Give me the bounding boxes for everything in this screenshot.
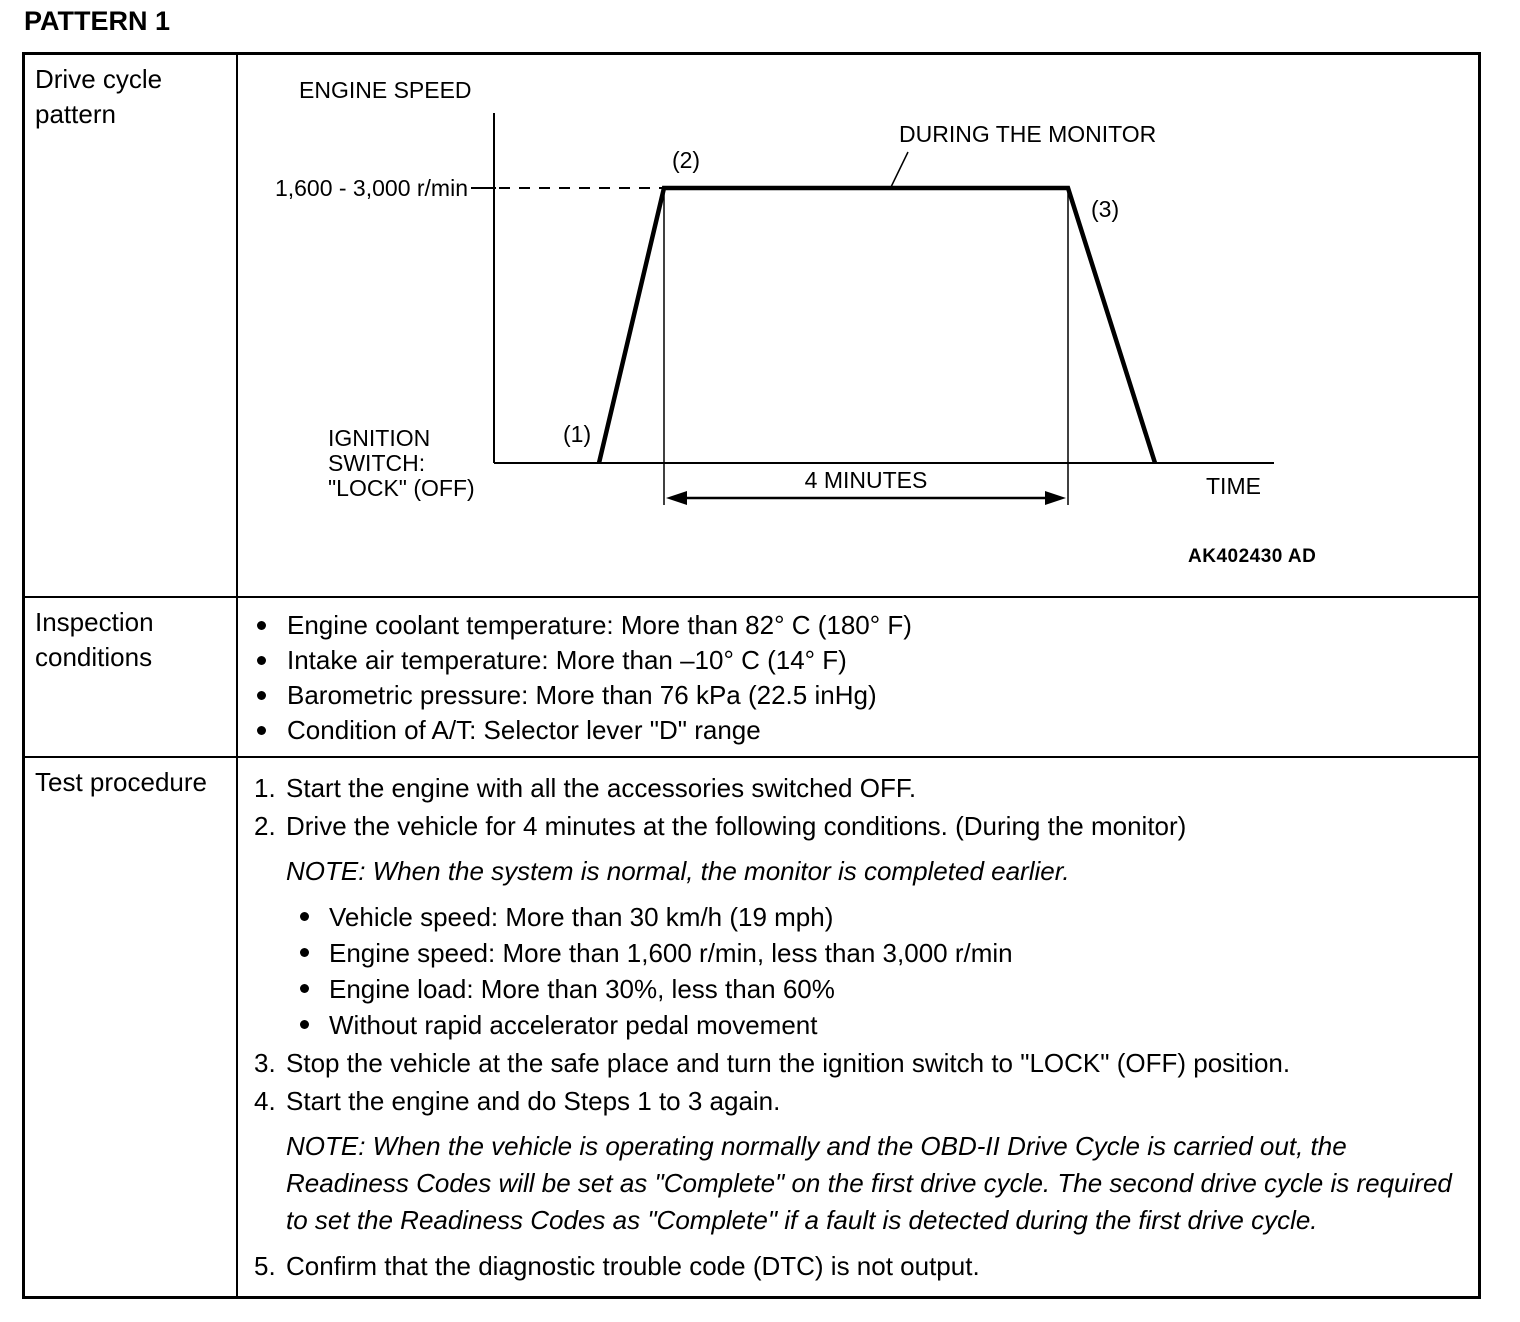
row-label-drive-cycle: Drive cycle pattern (25, 55, 238, 596)
drive-cycle-cell (238, 55, 1478, 596)
page-title: PATTERN 1 (24, 6, 171, 36)
figure-code: AK402430 AD (1188, 546, 1317, 567)
list-item (238, 643, 1468, 678)
list-item (238, 678, 1468, 713)
bullet-icon (257, 656, 266, 665)
inspection-conditions-list (238, 598, 1478, 756)
point-3-label: (3) (1091, 196, 1120, 222)
bullet-icon (257, 691, 266, 700)
table-row-procedure (25, 756, 1478, 1296)
ignition-switch-line1: IGNITION (328, 425, 431, 451)
list-item (238, 608, 1468, 643)
procedure-note: NOTE: When the vehicle is operating normally and the OBD-II Drive Cycle is carried out, the Readiness Codes will be set as "Complete" on the first drive cycle. The second drive cycle is required to set the Readiness Codes as "Complete" if a fault is detected during the first drive cycle. (286, 1131, 1452, 1235)
sub-bullet-text: Without rapid accelerator pedal movement (329, 1010, 818, 1040)
procedure-step (254, 1248, 1464, 1284)
step-number: 3. (254, 1048, 276, 1078)
point-1-label: (1) (563, 421, 592, 447)
procedure-cell (238, 758, 1478, 1296)
procedure-note: NOTE: When the system is normal, the monitor is completed earlier. (286, 856, 1070, 886)
procedure-sub-bullet (254, 899, 1464, 935)
step-number: 5. (254, 1251, 276, 1281)
time-axis-label: TIME (1206, 473, 1261, 499)
monitor-leader-line (891, 152, 908, 187)
ignition-switch-line3: "LOCK" (OFF) (328, 475, 475, 501)
bullet-icon (300, 1020, 309, 1029)
ignition-switch-line2: SWITCH: (328, 450, 426, 476)
step-text: Start the engine with all the accessories switched OFF. (286, 773, 917, 803)
procedure-sub-bullet (254, 1007, 1464, 1043)
pattern-table (22, 52, 1481, 1299)
sub-bullet-text: Engine load: More than 30%, less than 60% (329, 974, 835, 1004)
step-number: 2. (254, 811, 276, 841)
procedure-step (254, 1045, 1464, 1081)
drive-cycle-diagram (238, 55, 1478, 596)
point-2-label: (2) (671, 147, 701, 173)
rpm-range-label: 1,600 - 3,000 r/min (274, 175, 468, 201)
bullet-icon (257, 621, 266, 630)
engine-speed-label: ENGINE SPEED (299, 77, 472, 103)
procedure-sub-bullet (254, 935, 1464, 971)
condition-text: Intake air temperature: More than –10° C (14° F) (287, 645, 847, 675)
condition-text: Condition of A/T: Selector lever "D" range (287, 715, 761, 745)
duration-label: 4 MINUTES (804, 467, 928, 493)
step-number: 4. (254, 1086, 276, 1116)
condition-text: Engine coolant temperature: More than 82° C (180° F) (287, 610, 912, 640)
procedure-sub-bullet (254, 971, 1464, 1007)
step-number: 1. (254, 773, 276, 803)
duration-arrowhead-left (666, 491, 687, 505)
step-text: Confirm that the diagnostic trouble code (DTC) is not output. (286, 1251, 980, 1281)
procedure-step (254, 770, 1464, 806)
row-label-inspection: Inspection conditions (25, 598, 238, 756)
table-row-drive-cycle (25, 55, 1478, 596)
bullet-icon (300, 984, 309, 993)
diagram-lines (238, 55, 1478, 596)
procedure-step (254, 1083, 1464, 1119)
test-procedure-list (238, 758, 1478, 1296)
row-label-procedure: Test procedure (25, 758, 238, 1296)
duration-arrowhead-right (1045, 491, 1066, 505)
bullet-icon (300, 912, 309, 921)
step-text: Stop the vehicle at the safe place and turn the ignition switch to "LOCK" (OFF) position. (286, 1048, 1291, 1078)
drive-cycle-curve (599, 188, 1155, 463)
step-text: Drive the vehicle for 4 minutes at the following conditions. (During the monitor) (286, 811, 1187, 841)
procedure-step (254, 808, 1464, 844)
sub-bullet-text: Engine speed: More than 1,600 r/min, less than 3,000 r/min (329, 938, 1013, 968)
during-monitor-label: DURING THE MONITOR (899, 121, 1157, 147)
ignition-switch-label (328, 426, 475, 501)
bullet-icon (300, 948, 309, 957)
bullet-icon (257, 726, 266, 735)
list-item (238, 713, 1468, 748)
inspection-cell (238, 598, 1478, 756)
table-row-inspection (25, 596, 1478, 756)
sub-bullet-text: Vehicle speed: More than 30 km/h (19 mph) (329, 902, 834, 932)
step-text: Start the engine and do Steps 1 to 3 again. (286, 1086, 781, 1116)
condition-text: Barometric pressure: More than 76 kPa (22.5 inHg) (287, 680, 877, 710)
